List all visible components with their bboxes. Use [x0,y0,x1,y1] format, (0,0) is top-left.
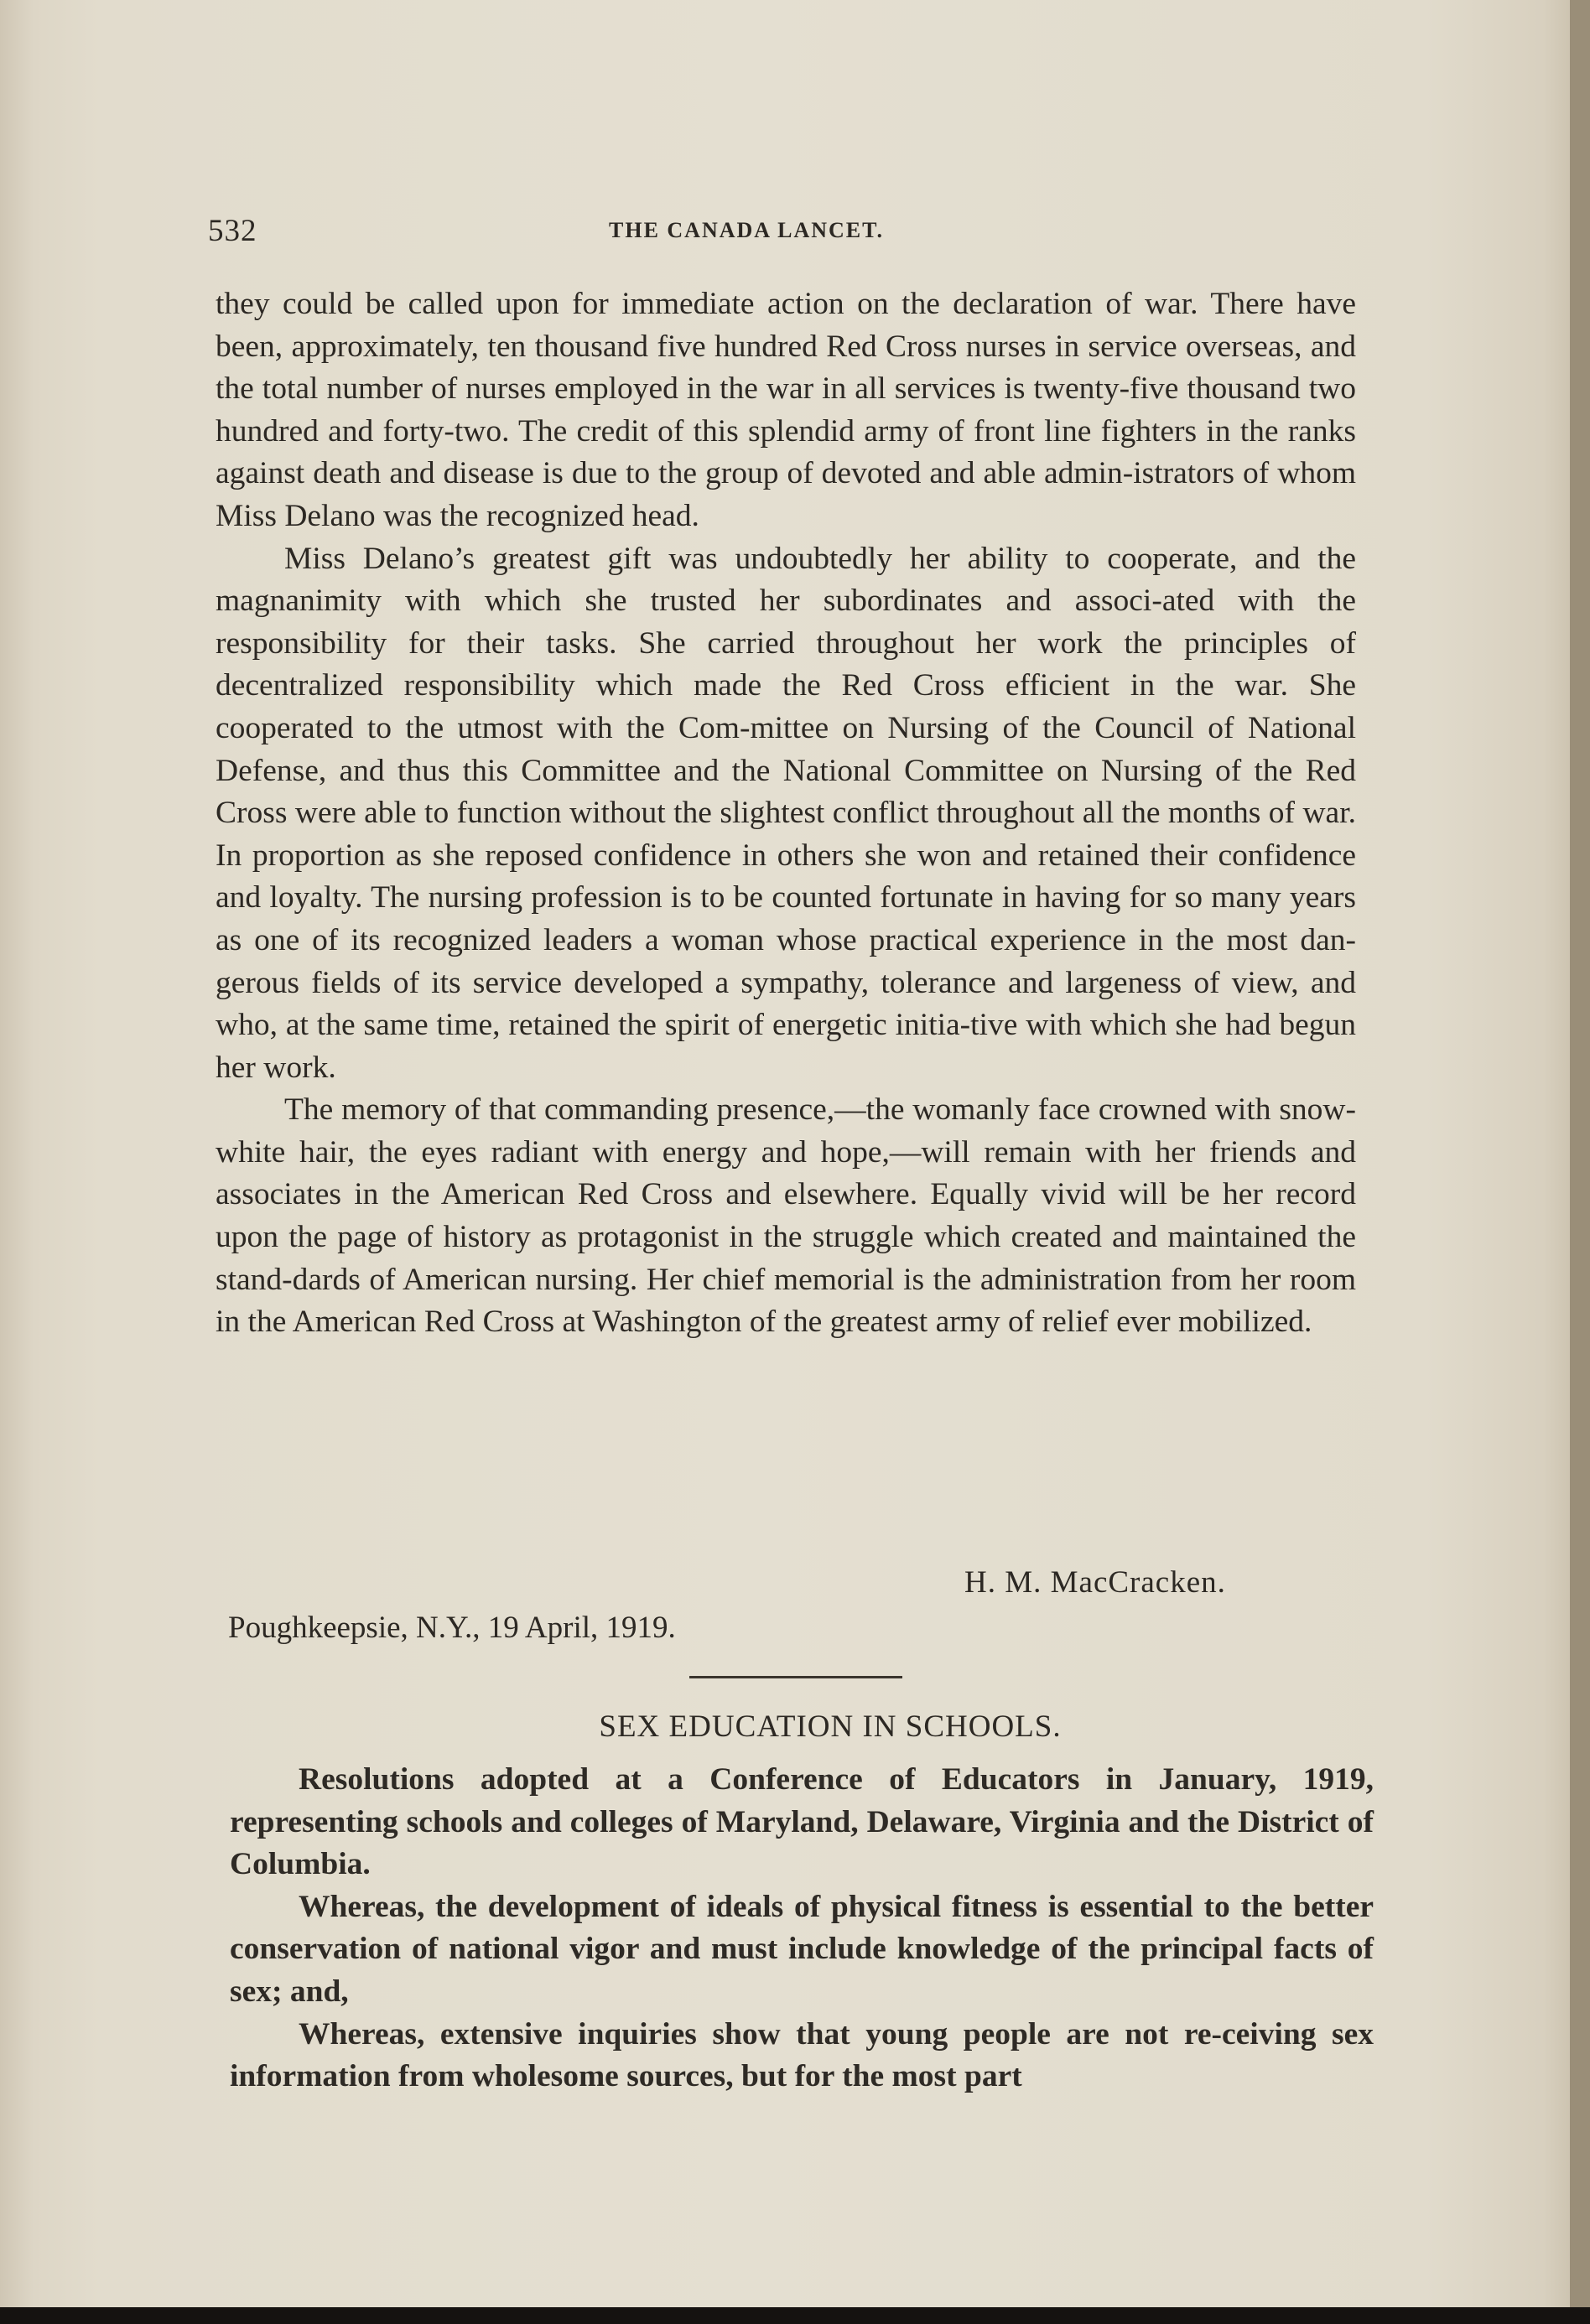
scan-bottom-edge [0,2307,1590,2324]
article-paragraph-3: Whereas, extensive inquiries show that young people are not re-ceiving sex information from wholesome sources, but for the most part [230,2016,1374,2094]
obituary-paragraph-1: they could be called upon for immediate action on the declaration of war. There have been, approximately, ten thousand five hundred Red Cross nurses in service overseas, and the total number of nurses employed in the war in all services is twenty-five thousand two hundred and forty-two. The credit of this splendid army of front line fighters in the ranks against death and disease is due to the group of devoted and able admin-istrators of whom Miss Delano was the recognized head. [216,287,1356,533]
running-head: THE CANADA LANCET. [609,218,885,242]
section-divider [689,1676,902,1678]
page-header [208,213,1357,255]
page-number: 532 [208,214,257,248]
author-signature: H. M. MacCracken. [964,1565,1226,1600]
place-date: Poughkeepsie, N.Y., 19 April, 1919. [228,1611,676,1645]
book-spine-edge [1570,0,1590,2324]
article-text [230,1759,1374,2098]
article-title: SEX EDUCATION IN SCHOOLS. [599,1709,1062,1744]
obituary-text [216,283,1356,1344]
article-paragraph-2: Whereas, the development of ideals of physical fitness is essential to the better conservation of national vigor and must include knowledge of the principal facts of sex; and, [230,1889,1374,2009]
obituary-paragraph-3: The memory of that commanding presence,—the womanly face crowned with snow-white hair, the eyes radiant with energy and hope,—will remain with her friends and associates in the American Red Cross and elsewhere. Equally vivid will be her record upon the page of history as protagonist in the struggle which created and maintained the stand-dards of American nursing. Her chief memorial is the administration from her room in the American Red Cross at Washington of the greatest army of relief ever mobilized. [216,1092,1356,1340]
obituary-paragraph-2: Miss Delano’s greatest gift was undoubtedly her ability to cooperate, and the magnanimity with which she trusted her subordinates and associ-ated with the responsibility for their tasks. She carried throughout her work the principles of decentralized responsibility which made the Red Cross efficient in the war. She cooperated to the utmost with the Com-mittee on Nursing of the Council of National Defense, and thus this Committee and the National Committee on Nursing of the Red Cross were able to function without the slightest conflict throughout all the months of war. In proportion as she reposed confidence in others she won and retained their confidence and loyalty. The nursing profession is to be counted fortunate in having for so many years as one of its recognized leaders a woman whose practical experience in the most dan-gerous fields of its service developed a sympathy, tolerance and largeness of view, and who, at the same time, retained the spirit of energetic initia-tive with which she had begun her work. [216,541,1356,1085]
article-paragraph-1: Resolutions adopted at a Conference of Educators in January, 1919, representing schools and colleges of Maryland, Delaware, Virginia and the District of Columbia. [230,1762,1374,1882]
